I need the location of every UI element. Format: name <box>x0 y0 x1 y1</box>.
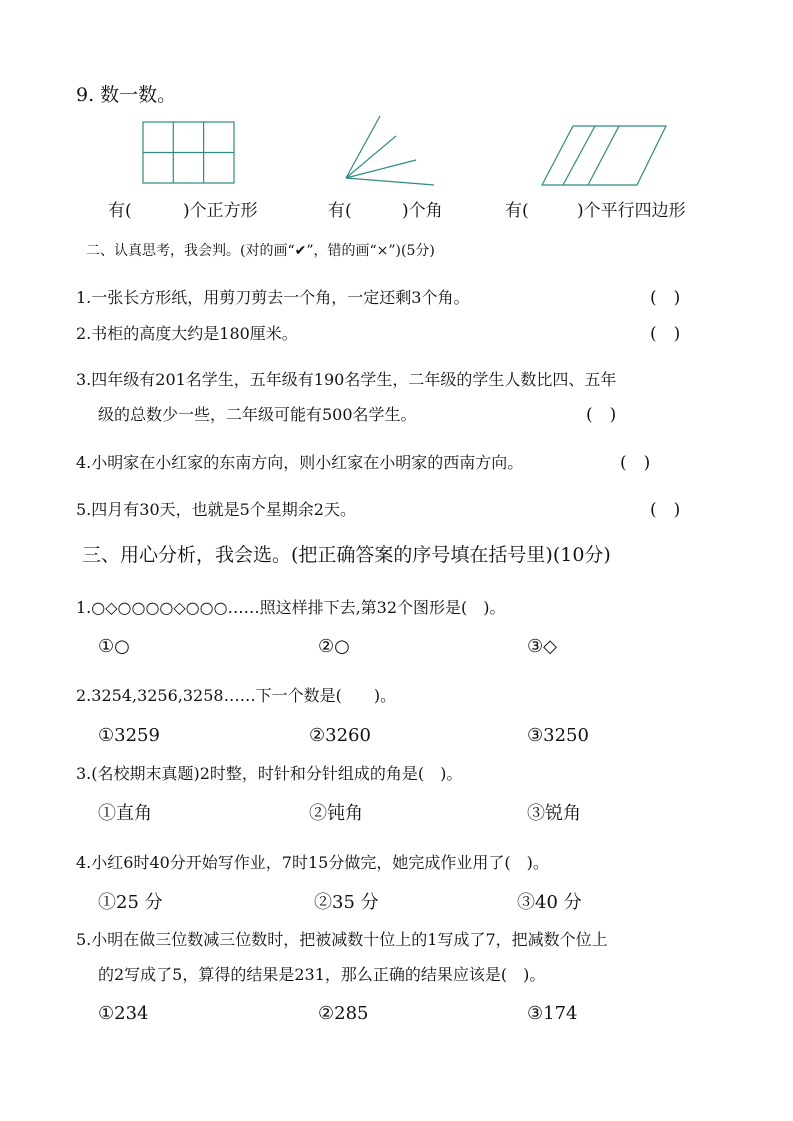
judge-item-5: 5.四月有30天，也就是5个星期余2天。 <box>76 500 356 519</box>
q9-title: 9. 数一数。 <box>76 84 177 106</box>
choice-q1: 1.○◇○○○○◇○○○……照这样排下去,第32个图形是( )。 <box>76 598 506 617</box>
judge-item-1: 1.一张长方形纸，用剪刀剪去一个角，一定还剩3个角。 <box>76 288 470 307</box>
choice-q4: 4.小红6时40分开始写作业，7时15分做完，她完成作业用了( )。 <box>76 853 549 872</box>
q9-label-1b: )个正方形 <box>183 201 258 221</box>
choice-q3: 3.(名校期末真题)2时整，时针和分针组成的角是( )。 <box>76 764 463 783</box>
judge-item-3-line1: 3.四年级有201名学生，五年级有190名学生，二年级的学生人数比四、五年 <box>76 370 617 389</box>
angles-figure <box>344 114 436 188</box>
judge-item-2: 2.书柜的高度大约是180厘米。 <box>76 324 298 343</box>
q9-label-3a: 有( <box>505 201 529 221</box>
choice-q5-line1: 5.小明在做三位数减三位数时，把被减数十位上的1写成了7，把减数个位上 <box>76 930 608 949</box>
judge-answer-5[interactable]: ( ) <box>650 500 681 520</box>
choice-q2-option-3[interactable]: ③3250 <box>527 725 589 746</box>
q9-label-2b: )个角 <box>402 201 443 221</box>
judge-answer-4[interactable]: ( ) <box>620 453 651 473</box>
choice-q5-option-2[interactable]: ②285 <box>318 1003 369 1024</box>
choice-q1-option-1[interactable]: ①○ <box>98 636 130 657</box>
choice-q4-option-3[interactable]: ③40 分 <box>517 892 582 913</box>
choice-q3-option-3[interactable]: ③锐角 <box>527 803 581 824</box>
judge-item-3-line2: 级的总数少一些，二年级可能有500名学生。 <box>98 405 417 424</box>
q9-label-3b: )个平行四边形 <box>577 201 686 221</box>
choice-q3-option-1[interactable]: ①直角 <box>98 803 152 824</box>
q9-label-2a: 有( <box>328 201 352 221</box>
choice-q4-option-1[interactable]: ①25 分 <box>98 892 163 913</box>
section2-heading: 二、认真思考，我会判。(对的画“✔”，错的画“×”)(5分) <box>86 243 435 259</box>
choice-q5-option-1[interactable]: ①234 <box>98 1003 149 1024</box>
choice-q2-option-1[interactable]: ①3259 <box>98 725 160 746</box>
choice-q4-option-2[interactable]: ②35 分 <box>314 892 379 913</box>
q9-label-1a: 有( <box>108 201 132 221</box>
choice-q5-line2: 的2写成了5，算得的结果是231，那么正确的结果应该是( )。 <box>98 965 546 984</box>
choice-q1-option-3[interactable]: ③◇ <box>527 636 557 657</box>
choice-q2-option-2[interactable]: ②3260 <box>309 725 371 746</box>
grid-figure <box>142 121 236 185</box>
section3-heading: 三、用心分析，我会选。(把正确答案的序号填在括号里)(10分) <box>82 544 611 566</box>
choice-q5-option-3[interactable]: ③174 <box>527 1003 578 1024</box>
parallelogram-figure <box>541 125 669 187</box>
judge-item-4: 4.小明家在小红家的东南方向，则小红家在小明家的西南方向。 <box>76 453 524 472</box>
judge-answer-1[interactable]: ( ) <box>650 288 681 308</box>
choice-q1-option-2[interactable]: ②○ <box>318 636 350 657</box>
judge-answer-2[interactable]: ( ) <box>650 324 681 344</box>
choice-q3-option-2[interactable]: ②钝角 <box>309 803 363 824</box>
judge-answer-3[interactable]: ( ) <box>586 405 617 425</box>
choice-q2: 2.3254,3256,3258……下一个数是( )。 <box>76 686 397 705</box>
